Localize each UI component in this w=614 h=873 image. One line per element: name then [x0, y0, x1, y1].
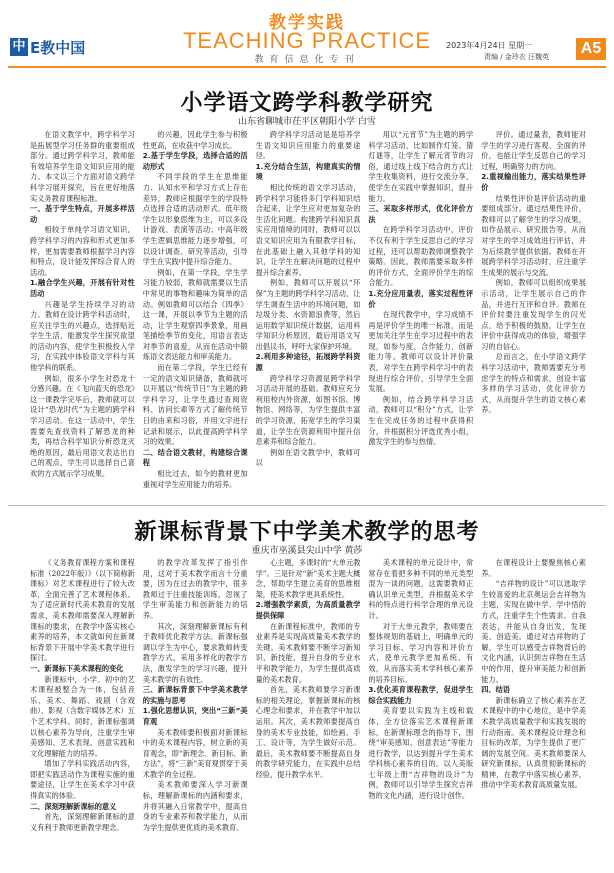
section-heading: 1.强化思想认识，突出“三新”美育观 [142, 706, 248, 726]
article2-title: 新课标背景下中学美术教学的思考 [134, 520, 480, 545]
article1-byline: 山东省聊城市茌平区朝阳小学 白雪 [238, 117, 376, 127]
article1-body [30, 130, 586, 498]
section-heading: 一、新课标下美术课程的变化 [30, 663, 124, 673]
paragraph: 评价。通过量表，教师能对学生的学习进行客观、全面的评价，也能让学生反思自己的学习过程，明确努力的方向。 [481, 130, 586, 171]
paragraph: 的教学改革发挥了指引作用，这对于美术教学而言十分重要，因为在过去的教学中，很多教师过于注重技能训练，忽视了学生审美能力和创新能力的培养。 [142, 558, 248, 620]
section-subtitle: 教育信息化专刊 [254, 55, 360, 65]
article2-byline: 重庆市巫溪县尖山中学 黄莎 [251, 546, 363, 556]
article1-title: 小学语文跨学科教学研究 [180, 91, 434, 116]
paragraph: 对于大单元教学，教师要在整体规划的基础上，明确单元的学习目标、学习内容和评价方式，使单元教学更加系统、有效，从而落实美术学科核心素养的培养目标。 [368, 621, 474, 684]
paragraph: 用以“元宵节”为主题的跨学科学习活动，比如制作灯笼、猜灯谜等，让学生了解元宵节的习俗，通过线上线下结合的方式让学生收集资料，进行交流分享，使学生在实践中掌握知识，提升能力。 [368, 130, 474, 203]
section-title-en: TEACHING PRACTICE [182, 28, 432, 53]
paragraph: “吉祥物的设计”可以选取学生较喜爱的北京奥运会吉祥物为主题，实现在做中学、学中悟的方式，注重学生个性需求、自我表达，并能从自身出发，发现美、创造美。通过对吉祥物的了解，学生可以感受吉祥物背后的文化内涵，认识到吉祥物在生活中的作用，提升审美能力和创新能力。 [481, 579, 586, 684]
section-heading: 2.重视输出能力，落实结果性评价 [481, 172, 586, 192]
paragraph: 首先，美术教师要学习新课标的相关理论，掌握新课标的核心理念和要求，并在教学中加以运用。其次，美术教师要提高自身的美术专业技能，如绘画、手工、设计等，为学生做好示范。最后，美术教师要不断提高自身的教学研究能力，在实践中总结经验，提升教学水平。 [255, 685, 361, 779]
paragraph: 在现代教学中，学习成绩不再是评价学生的唯一标准，而是更加关注学生在学习过程中的表现，如参与度、合作能力、创新能力等。教师可以设计评价量表，对学生在跨学科学习中的表现进行综合评价，引导学生全面发展。 [368, 310, 474, 394]
text-column [143, 558, 248, 866]
paragraph: 新课标中，小学、初中的艺术课程被整合为一体，包括音乐、美术、舞蹈、戏剧（含戏曲）、影视（含数字媒体艺术）五个艺术学科。同时，新课标强调以核心素养为导向，注重学生审美感知、艺术表现、创意实践和文化理解能力的培养。 [30, 674, 135, 758]
paragraph: 在语文教学中，跨学科学习是拓展型学习任务群的重要组成部分。通过跨学科学习，教师能有效培养学生语文知识应用的能力。本文以三个方面对语文跨学科学习展开探究，旨在更好地落实义务教育课程标准。 [30, 130, 135, 203]
section-heading: 二、深刻理解新课标的意义 [30, 801, 117, 811]
text-column [368, 130, 473, 498]
paragraph: 兴趣是学生持续学习的动力。教师在设计跨学科活动时，应关注学生的兴趣点，选择贴近学生生活、能激发学生探究欲望的活动内容，使学生积极投入学习，在实践中体验语文学科与其他学科的联系。 [30, 299, 135, 373]
paragraph: 在跨学科学习活动中，评价不仅有利于学生反思自己的学习过程，还可以帮助教师调整教学策略。因此，教师需要采取多样的评价方式，全面评价学生的综合能力。 [368, 225, 474, 288]
paragraph: 跨学科学习活动是是培养学生语文知识应用能力的重要途径。 [255, 130, 361, 161]
paragraph: 不同学段的学生在思维能力、认知水平和学习方式上存在差异，教师应根据学生的学段特点选择合适的活动形式。低年级学生以形象思维为主，可以多设计游戏、表演等活动；中高年级学生逻辑思维能力逐步增强，可以设计调查、研究等活动，引导学生在实践中提升综合能力。 [142, 172, 248, 267]
paragraph: 跨学科学习资源是跨学科学习活动开展的基础。教师应充分利用校内外资源，如图书馆、博物馆、网络等，为学生提供丰富的学习资源，拓宽学生的学习渠道，让学生在资源利用中提升信息素养和综合能力。 [255, 373, 361, 447]
text-column [30, 558, 135, 866]
section-heading: 1.充分结合生活，构建真实的情境 [255, 161, 361, 182]
section-heading: 一、基于学生特点，开展多样活动 [30, 204, 135, 224]
paragraph: 例如，教师可以开展以“环保”为主题的跨学科学习活动，让学生调查生活中的环境问题，如垃圾分类、水资源浪费等，然后运用数学知识统计数据，运用科学知识分析原因，最后用语文写出倡议书，呼吁大家保护环境。 [255, 278, 361, 351]
paragraph: 而在第二学段，学生已经有一定的语文知识储备，教师就可以开展以“传统节日”为主题的跨学科学习，让学生通过查阅资料、访问长辈等方式了解传统节日的由来和习俗，并用文字进行记录和展示，以此提高跨学科学习的效果。 [142, 363, 248, 447]
paragraph: 例如在语文教学中，教师可以 [255, 447, 361, 468]
paragraph: 相比过去，如今的教材更加重视对学生应用能力的培养。 [142, 469, 248, 489]
text-column [368, 558, 473, 866]
text-column [481, 130, 586, 498]
paragraph: 总而言之，在小学语文跨学科学习活动中，教师需要充分考虑学生的特点和需求，创设丰富多样的学习活动，优化评价方式，从而提升学生的语文核心素养。 [481, 352, 586, 415]
section-heading: 1.充分应用量表，落实过程性评价 [368, 288, 474, 309]
paragraph: 例如，很多小学生对恐龙十分感兴趣。在《飞向蓝天的恐龙》这一课教学完毕后，教师就可以设计“恐龙时代”为主题的跨学科学习活动。在这一活动中，学生需要先查找资料了解恐龙的种类，再结合科学知识分析恐龙灭绝的原因，最后用语文表达出自己的观点，学生可以选择自己喜欢的方式展示学习成果。 [30, 373, 135, 478]
section-heading: 四、结语 [481, 685, 510, 695]
masthead [0, 0, 614, 68]
section-heading: 1.融合学生兴趣，开展有针对性活动 [30, 278, 135, 298]
section-heading: 三、新课标背景下中学美术教学的实施与思考 [142, 685, 248, 705]
logo-mark: 中 [10, 38, 28, 56]
section-heading: 2.增强教学素质，为高质量教学提供保障 [255, 600, 361, 620]
paragraph: 例如，结合跨学科学习活动，教师可以“积分”方式，让学生在完成任务的过程中获得积分，并根据积分评选优秀小组，激发学生的参与热情。 [368, 394, 474, 447]
text-column [481, 558, 586, 866]
page-number: A5 [576, 38, 606, 60]
section-heading: 二、结合语文教材，构建综合课程 [142, 447, 248, 468]
paragraph: 《义务教育课程方案和课程标准（2022年版）》（以下简称新课标）对艺术课程进行了较大改革，全面完善了艺术课程体系。为了适应新时代美术教育的发展需求，美术教师需要深入理解新课标的要求，在教学中落实核心素养的培养，本文就如何在新课标背景下开展中学美术教学进行探讨。 [30, 558, 135, 663]
text-column [256, 130, 361, 498]
paragraph: 美术课程的单元设计中，常常存在着把多种不同的单元类型混为一谈的问题，这需要教师正确认识单元类型，并根据美术学科的特点进行科学合理的单元设计。 [368, 558, 474, 620]
section-title-cn: 教学实践 [269, 13, 345, 33]
text-column [143, 130, 248, 498]
paragraph: 例如，在第一学段，学生学习能力较弱，教师就需要以生活中常见的事物和趣味为简单的活动。例如教师可以结合《四季》这一课，开展以季节为主题的活动，让学生观察四季景象，用画笔描绘季节的变化，用语言表达对季节的喜爱，从而在活动中锻炼语文表达能力和审美能力。 [142, 267, 248, 362]
logo-text: E教中国 [30, 39, 86, 57]
article2-body [30, 558, 586, 866]
paragraph: 的兴趣，因此学生参与积极性更高，在收获中学习成长。 [142, 130, 248, 150]
paragraph: 例如，教师可以组织成果展示活动，让学生展示自己的作品，并进行互评和自评。教师在评价时要注重发现学生的闪光点，给予积极的鼓励，让学生在评价中获得成功的体验，增强学习的自信心。 [481, 278, 586, 351]
paragraph: 美术教师要积极面对新课标中的美术课程内容，树立新的美育观念，即“新理念、新目标、新方法”，将“三新”美育观贯穿于美术教学的全过程。 [142, 727, 248, 779]
paragraph: 结果性评价是评价活动的重要组成部分。通过结果性评价，教师可以了解学生的学习成果，如作品展示、研究报告等，从而对学生的学习成效进行评估，并为后续教学提供依据。教师在开展跨学科学习活动时，应注重学生成果的展示与交流。 [481, 193, 586, 277]
paragraph: 在课程设计上要聚焦核心素养。 [481, 558, 586, 578]
paragraph: 美术教师要深入学习新课标，理解新课标的内涵和要求，并将其融入日常教学中，提高自身的专业素养和教学能力，从而为学生提供更优质的美术教育。 [142, 780, 248, 832]
header-rule [8, 66, 606, 68]
section-heading: 2.利用多种途径，拓展跨学科资源 [255, 352, 361, 373]
text-column [256, 558, 361, 866]
issue-date: 2023年4月24日 星期一 [446, 41, 533, 50]
text-column [30, 130, 135, 498]
article-divider [8, 505, 606, 506]
paragraph: 新课标确立了核心素养在艺术课程中的中心地位，是中学美术教学高质量教学和实践发展的行动指南。美术课程设计理念和目标的改革，为学生提供了更广阔的发展空间。美术教师要深入研究新课标，认真贯彻新课标的精神，在教学中落实核心素养，推动中学美术教育高质量发展。 [481, 695, 586, 790]
paragraph: 其次，深刻理解新课标有利于教师优化教学方法。新课标强调以学生为中心，要求教师转变教学方式，采用多样化的教学方法，激发学生的学习兴趣，提升美术教学的有效性。 [142, 621, 248, 684]
section-heading: 三、采取多样形式，优化评价方法 [368, 204, 474, 224]
section-heading: 2.基于学生学段，选择合适的活动形式 [142, 151, 248, 171]
paragraph: 在新课程标准中，教师的专业素养是实现高质量美术教学的关键。美术教师要不断学习新知识、新技能，提升自身的专业水平和教学能力，为学生提供高质量的美术教育。 [255, 621, 361, 684]
paragraph: 心主题，多课时的“大单元教学”。三是针对“新”美术主题大概念，帮助学生建立美育的思维框架，使美术教学更具系统性。 [255, 558, 361, 599]
editor-line: 责编 / 金玲衣 汪魏英 [484, 53, 550, 61]
paragraph: 增加了学科实践活动内容，即把实践活动作为课程实施的重要途径，让学生在美术学习中获得真实的体验。 [30, 759, 135, 801]
section-heading: 3.优化美育课程教学，促进学生综合实践能力 [368, 685, 474, 705]
paragraph: 相比传统的语文学习活动，跨学科学习能将多门学科知识结合起来，让学生应对更加复杂的生活化问题。构建跨学科知识真实应用情境的同时，教师可以以语文知识应用为有限教学目标，在此基础上融入其他学科的知识，让学生在解决问题的过程中提升综合素养。 [255, 182, 361, 277]
paragraph: 美育要以实践为主线和载体，全方位落实艺术课程新课标，在新课标理念的指导下，围绕“审美感知、创意表达”等能力进行教学，以达到提升学生美术学科核心素养的目的。以人美版七年级上册“吉祥物的设计”为例，教师可以引导学生探究吉祥物的文化内涵，进行设计创作。 [368, 706, 474, 801]
paragraph: 首先，深刻理解新课标的意义有利于教师更新教学理念。 [30, 812, 135, 832]
paragraph: 相较于单纯学习语文知识，跨学科学习的内容和形式更加多样，更加需要教师根据学习内容和特点，设计能发挥综合育人的活动。 [30, 225, 135, 277]
